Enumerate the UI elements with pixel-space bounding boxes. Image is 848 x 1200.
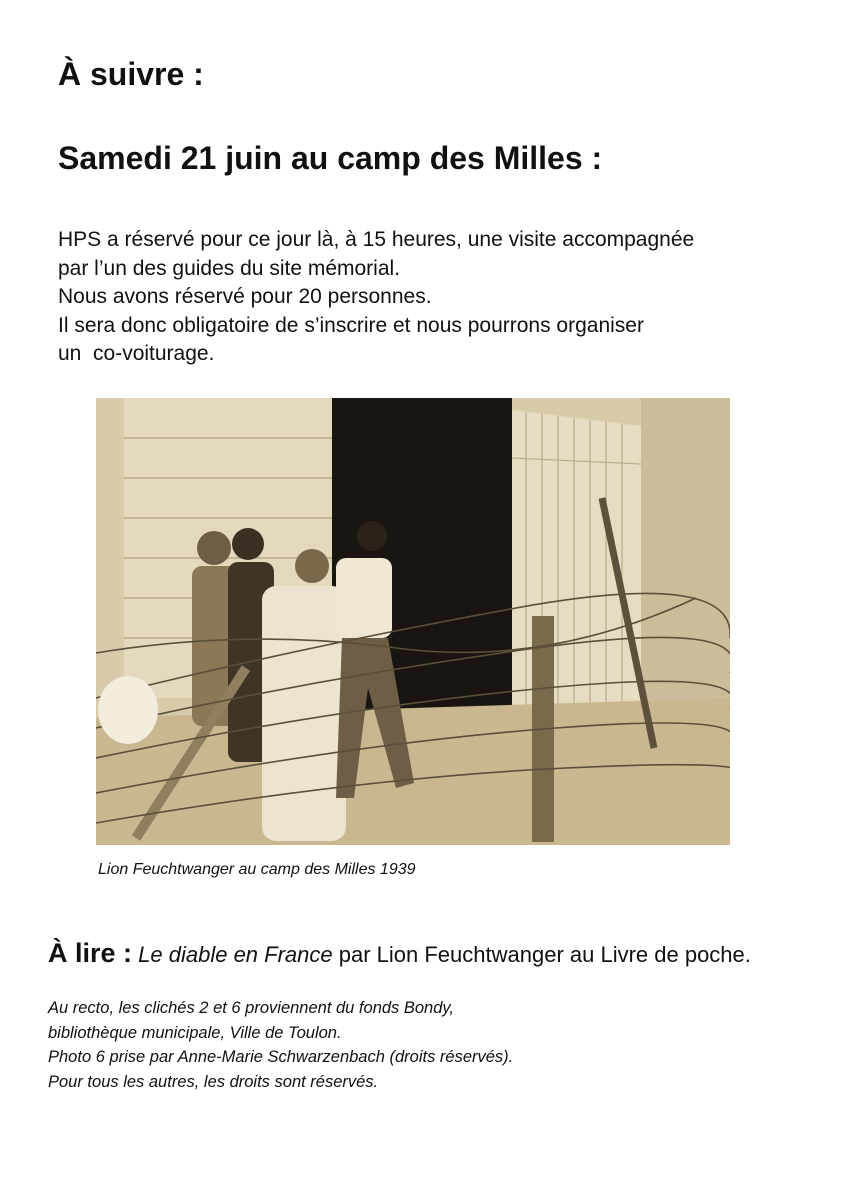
reading-suggestion <box>48 938 751 969</box>
heading-follow: À suivre : <box>58 56 204 92</box>
description-line: un co-voiturage. <box>58 342 215 365</box>
credits-line: bibliothèque municipale, Ville de Toulon. <box>48 1023 342 1042</box>
photo-stone-wall <box>641 398 730 728</box>
description-line: HPS a réservé pour ce jour là, à 15 heures, une visite accompagnée <box>58 228 695 251</box>
photo-caption: Lion Feuchtwanger au camp des Milles 1939 <box>98 861 416 878</box>
photo-round-object <box>98 676 158 744</box>
photo-ground <box>96 698 730 845</box>
description-line: Nous avons réservé pour 20 personnes. <box>58 285 432 308</box>
book-title: Le diable en France <box>138 942 333 967</box>
credits-line: Photo 6 prise par Anne-Marie Schwarzenbach (droits réservés). <box>48 1048 514 1066</box>
photo-illustration <box>96 398 730 845</box>
reading-details: par Lion Feuchtwanger au Livre de poche. <box>332 942 751 967</box>
reading-label: À lire : <box>48 938 133 968</box>
photo-credits <box>48 996 513 1094</box>
heading-event: Samedi 21 juin au camp des Milles : <box>58 140 603 176</box>
credits-line: Au recto, les clichés 2 et 6 proviennent du fonds Bondy, <box>48 999 455 1017</box>
historic-photo <box>96 398 730 845</box>
credits-line: Pour tous les autres, les droits sont réservés. <box>48 1072 379 1091</box>
description-line: Il sera donc obligatoire de s’inscrire et nous pourrons organiser <box>58 313 644 337</box>
description-line: par l’un des guides du site mémorial. <box>58 256 401 280</box>
event-description <box>58 226 838 369</box>
